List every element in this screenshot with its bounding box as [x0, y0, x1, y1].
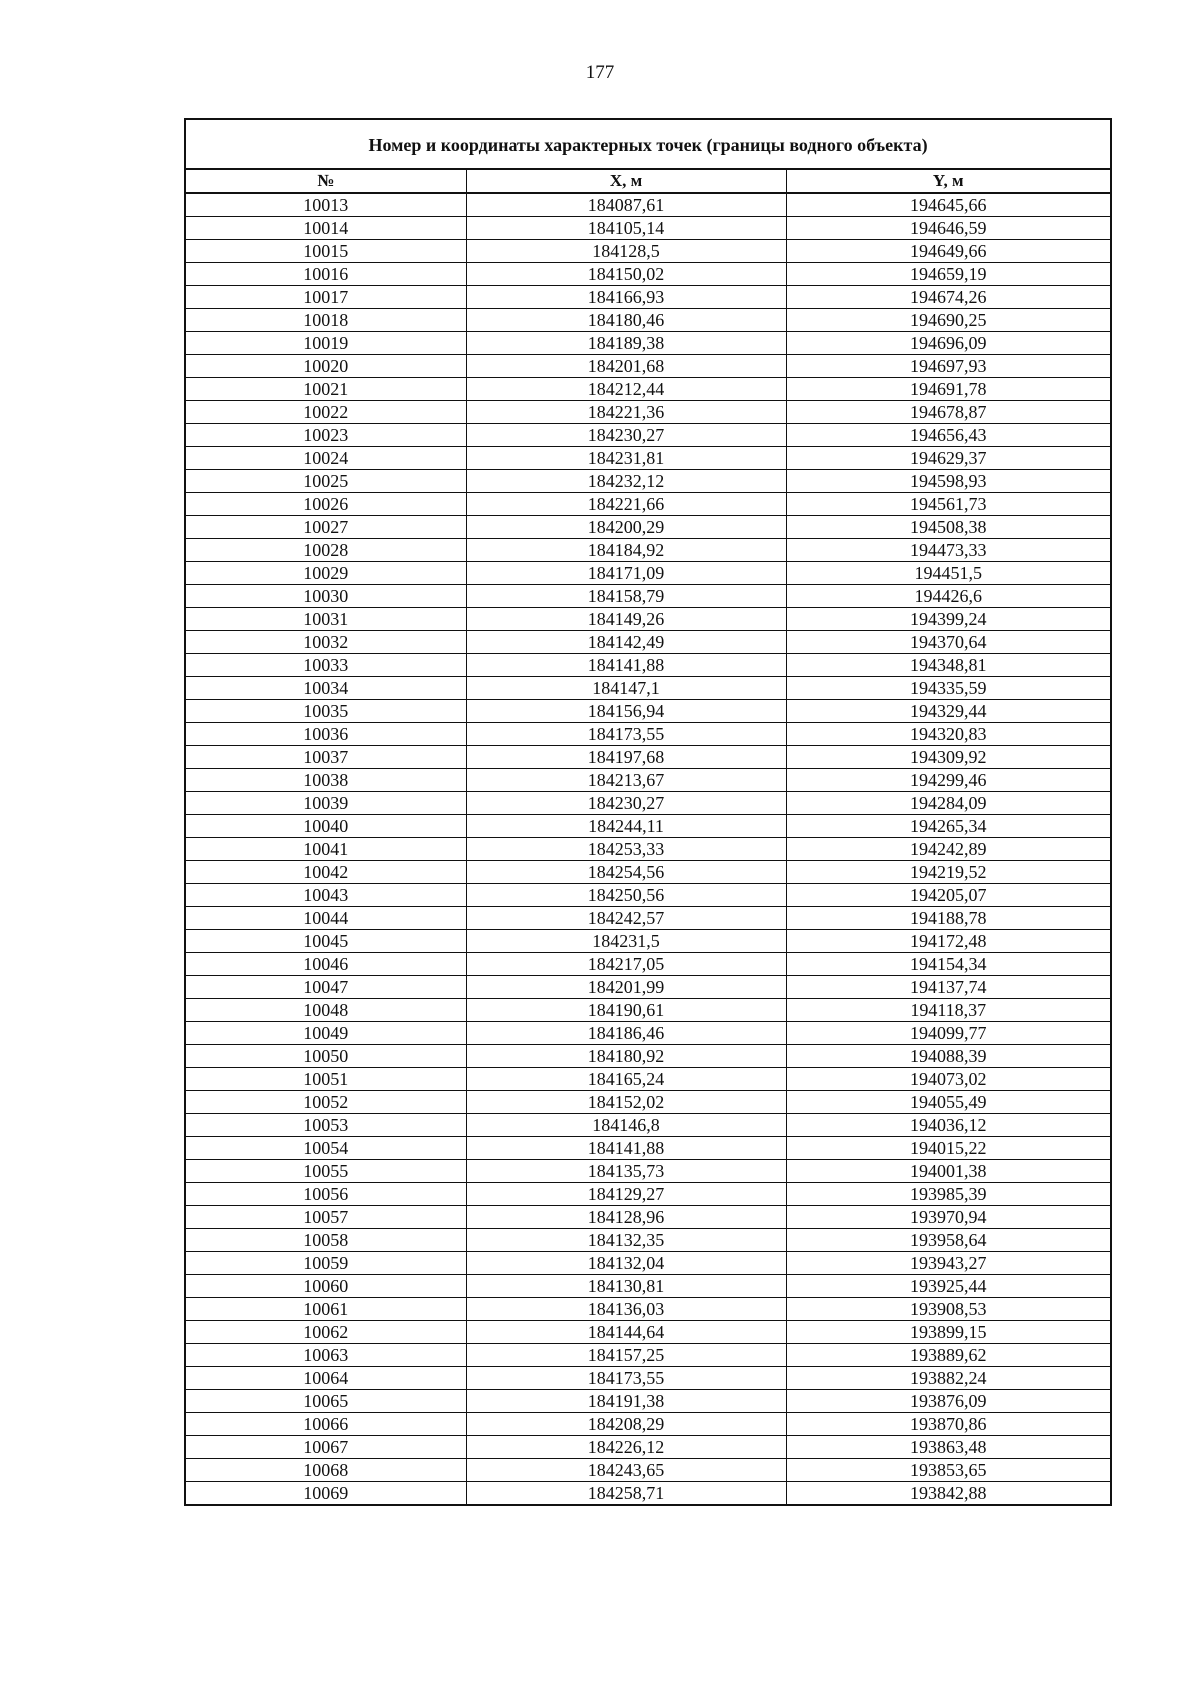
- x-coordinate-cell: 184087,61: [466, 193, 786, 217]
- point-number-cell: 10062: [186, 1321, 466, 1344]
- point-number-cell: 10052: [186, 1091, 466, 1114]
- table-row: [186, 654, 1110, 677]
- table-row: [186, 1367, 1110, 1390]
- point-number-cell: 10025: [186, 470, 466, 493]
- table-row: [186, 240, 1110, 263]
- y-coordinate-cell: 194598,93: [786, 470, 1110, 493]
- point-number-cell: 10065: [186, 1390, 466, 1413]
- x-coordinate-cell: 184165,24: [466, 1068, 786, 1091]
- table-row: [186, 286, 1110, 309]
- table-row: [186, 631, 1110, 654]
- y-coordinate-cell: 193889,62: [786, 1344, 1110, 1367]
- point-number-cell: 10045: [186, 930, 466, 953]
- y-coordinate-cell: 193863,48: [786, 1436, 1110, 1459]
- x-coordinate-cell: 184132,04: [466, 1252, 786, 1275]
- table-row: [186, 1183, 1110, 1206]
- y-coordinate-cell: 194188,78: [786, 907, 1110, 930]
- table-row: [186, 953, 1110, 976]
- point-number-cell: 10016: [186, 263, 466, 286]
- point-number-cell: 10051: [186, 1068, 466, 1091]
- point-number-cell: 10056: [186, 1183, 466, 1206]
- x-coordinate-cell: 184130,81: [466, 1275, 786, 1298]
- table-row: [186, 1344, 1110, 1367]
- y-coordinate-cell: 193958,64: [786, 1229, 1110, 1252]
- header-row: [186, 170, 1110, 193]
- x-coordinate-cell: 184253,33: [466, 838, 786, 861]
- table-row: [186, 930, 1110, 953]
- table-row: [186, 1413, 1110, 1436]
- point-number-cell: 10017: [186, 286, 466, 309]
- y-coordinate-cell: 194656,43: [786, 424, 1110, 447]
- x-coordinate-cell: 184200,29: [466, 516, 786, 539]
- y-coordinate-cell: 194137,74: [786, 976, 1110, 999]
- y-coordinate-cell: 194645,66: [786, 193, 1110, 217]
- table-row: [186, 401, 1110, 424]
- x-coordinate-cell: 184258,71: [466, 1482, 786, 1505]
- x-coordinate-cell: 184173,55: [466, 1367, 786, 1390]
- y-coordinate-cell: 194099,77: [786, 1022, 1110, 1045]
- x-coordinate-cell: 184152,02: [466, 1091, 786, 1114]
- table-row: [186, 355, 1110, 378]
- table-row: [186, 1321, 1110, 1344]
- y-coordinate-cell: 194649,66: [786, 240, 1110, 263]
- point-number-cell: 10023: [186, 424, 466, 447]
- y-coordinate-cell: 194473,33: [786, 539, 1110, 562]
- table-row: [186, 1114, 1110, 1137]
- y-coordinate-cell: 193908,53: [786, 1298, 1110, 1321]
- y-coordinate-cell: 194370,64: [786, 631, 1110, 654]
- table-row: [186, 1160, 1110, 1183]
- point-number-cell: 10040: [186, 815, 466, 838]
- point-number-cell: 10020: [186, 355, 466, 378]
- x-coordinate-cell: 184201,68: [466, 355, 786, 378]
- table-row: [186, 470, 1110, 493]
- x-coordinate-cell: 184250,56: [466, 884, 786, 907]
- table-row: [186, 217, 1110, 240]
- coordinates-table: [186, 170, 1110, 1504]
- y-coordinate-cell: 194154,34: [786, 953, 1110, 976]
- x-coordinate-cell: 184150,02: [466, 263, 786, 286]
- table-row: [186, 907, 1110, 930]
- point-number-cell: 10041: [186, 838, 466, 861]
- y-coordinate-cell: 194691,78: [786, 378, 1110, 401]
- point-number-cell: 10026: [186, 493, 466, 516]
- x-coordinate-cell: 184158,79: [466, 585, 786, 608]
- point-number-cell: 10054: [186, 1137, 466, 1160]
- x-coordinate-cell: 184232,12: [466, 470, 786, 493]
- table-row: [186, 1390, 1110, 1413]
- y-coordinate-cell: 194073,02: [786, 1068, 1110, 1091]
- y-coordinate-cell: 193899,15: [786, 1321, 1110, 1344]
- table-row: [186, 746, 1110, 769]
- y-coordinate-cell: 193925,44: [786, 1275, 1110, 1298]
- point-number-cell: 10049: [186, 1022, 466, 1045]
- point-number-cell: 10060: [186, 1275, 466, 1298]
- point-number-cell: 10022: [186, 401, 466, 424]
- point-number-cell: 10037: [186, 746, 466, 769]
- y-coordinate-cell: 194299,46: [786, 769, 1110, 792]
- y-coordinate-cell: 194561,73: [786, 493, 1110, 516]
- table-row: [186, 792, 1110, 815]
- y-coordinate-cell: 193882,24: [786, 1367, 1110, 1390]
- y-coordinate-cell: 194055,49: [786, 1091, 1110, 1114]
- y-coordinate-cell: 193970,94: [786, 1206, 1110, 1229]
- y-coordinate-cell: 194348,81: [786, 654, 1110, 677]
- x-coordinate-cell: 184166,93: [466, 286, 786, 309]
- point-number-cell: 10064: [186, 1367, 466, 1390]
- x-coordinate-cell: 184189,38: [466, 332, 786, 355]
- x-coordinate-cell: 184230,27: [466, 424, 786, 447]
- y-coordinate-cell: 194265,34: [786, 815, 1110, 838]
- y-coordinate-cell: 194674,26: [786, 286, 1110, 309]
- y-coordinate-cell: 193943,27: [786, 1252, 1110, 1275]
- table-row: [186, 493, 1110, 516]
- y-coordinate-cell: 194001,38: [786, 1160, 1110, 1183]
- table-row: [186, 309, 1110, 332]
- table-row: [186, 1252, 1110, 1275]
- table-row: [186, 562, 1110, 585]
- table-row: [186, 1482, 1110, 1505]
- table-row: [186, 1229, 1110, 1252]
- x-coordinate-cell: 184136,03: [466, 1298, 786, 1321]
- coordinates-table-frame: [184, 118, 1112, 1506]
- table-row: [186, 976, 1110, 999]
- x-coordinate-cell: 184156,94: [466, 700, 786, 723]
- y-coordinate-cell: 194690,25: [786, 309, 1110, 332]
- y-coordinate-cell: 194335,59: [786, 677, 1110, 700]
- point-number-cell: 10063: [186, 1344, 466, 1367]
- point-number-cell: 10035: [186, 700, 466, 723]
- table-row: [186, 1068, 1110, 1091]
- table-row: [186, 723, 1110, 746]
- y-coordinate-cell: 194088,39: [786, 1045, 1110, 1068]
- point-number-cell: 10013: [186, 193, 466, 217]
- y-coordinate-cell: 193870,86: [786, 1413, 1110, 1436]
- table-row: [186, 1206, 1110, 1229]
- point-number-cell: 10043: [186, 884, 466, 907]
- table-row: [186, 1275, 1110, 1298]
- x-coordinate-cell: 184208,29: [466, 1413, 786, 1436]
- y-coordinate-cell: 194426,6: [786, 585, 1110, 608]
- table-row: [186, 861, 1110, 884]
- x-coordinate-cell: 184157,25: [466, 1344, 786, 1367]
- point-number-cell: 10061: [186, 1298, 466, 1321]
- table-row: [186, 1022, 1110, 1045]
- table-row: [186, 516, 1110, 539]
- point-number-cell: 10067: [186, 1436, 466, 1459]
- point-number-cell: 10068: [186, 1459, 466, 1482]
- table-row: [186, 769, 1110, 792]
- point-number-cell: 10031: [186, 608, 466, 631]
- x-coordinate-cell: 184221,36: [466, 401, 786, 424]
- y-coordinate-cell: 194172,48: [786, 930, 1110, 953]
- y-coordinate-cell: 194399,24: [786, 608, 1110, 631]
- y-coordinate-cell: 194309,92: [786, 746, 1110, 769]
- y-coordinate-cell: 194015,22: [786, 1137, 1110, 1160]
- y-coordinate-cell: 194678,87: [786, 401, 1110, 424]
- point-number-cell: 10055: [186, 1160, 466, 1183]
- y-coordinate-cell: 194451,5: [786, 562, 1110, 585]
- x-coordinate-cell: 184190,61: [466, 999, 786, 1022]
- x-coordinate-cell: 184128,96: [466, 1206, 786, 1229]
- x-coordinate-cell: 184105,14: [466, 217, 786, 240]
- x-coordinate-cell: 184230,27: [466, 792, 786, 815]
- point-number-cell: 10053: [186, 1114, 466, 1137]
- x-coordinate-cell: 184217,05: [466, 953, 786, 976]
- y-coordinate-cell: 194646,59: [786, 217, 1110, 240]
- y-coordinate-cell: 194219,52: [786, 861, 1110, 884]
- point-number-cell: 10032: [186, 631, 466, 654]
- table-row: [186, 332, 1110, 355]
- y-coordinate-cell: 194508,38: [786, 516, 1110, 539]
- point-number-cell: 10058: [186, 1229, 466, 1252]
- x-coordinate-cell: 184132,35: [466, 1229, 786, 1252]
- point-number-cell: 10028: [186, 539, 466, 562]
- header-y: Y, м: [786, 170, 1110, 193]
- point-number-cell: 10039: [186, 792, 466, 815]
- y-coordinate-cell: 194697,93: [786, 355, 1110, 378]
- table-row: [186, 838, 1110, 861]
- x-coordinate-cell: 184141,88: [466, 654, 786, 677]
- y-coordinate-cell: 194242,89: [786, 838, 1110, 861]
- y-coordinate-cell: 194659,19: [786, 263, 1110, 286]
- point-number-cell: 10036: [186, 723, 466, 746]
- x-coordinate-cell: 184254,56: [466, 861, 786, 884]
- point-number-cell: 10034: [186, 677, 466, 700]
- point-number-cell: 10044: [186, 907, 466, 930]
- page-number: 177: [585, 62, 615, 83]
- table-row: [186, 815, 1110, 838]
- y-coordinate-cell: 193842,88: [786, 1482, 1110, 1505]
- point-number-cell: 10069: [186, 1482, 466, 1505]
- point-number-cell: 10027: [186, 516, 466, 539]
- table-row: [186, 263, 1110, 286]
- table-row: [186, 999, 1110, 1022]
- x-coordinate-cell: 184231,81: [466, 447, 786, 470]
- point-number-cell: 10057: [186, 1206, 466, 1229]
- point-number-cell: 10047: [186, 976, 466, 999]
- table-row: [186, 1298, 1110, 1321]
- x-coordinate-cell: 184146,8: [466, 1114, 786, 1137]
- y-coordinate-cell: 194036,12: [786, 1114, 1110, 1137]
- table-row: [186, 608, 1110, 631]
- y-coordinate-cell: 194205,07: [786, 884, 1110, 907]
- table-title: Номер и координаты характерных точек (границы водного объекта): [186, 120, 1110, 170]
- point-number-cell: 10021: [186, 378, 466, 401]
- x-coordinate-cell: 184243,65: [466, 1459, 786, 1482]
- table-row: [186, 700, 1110, 723]
- x-coordinate-cell: 184180,92: [466, 1045, 786, 1068]
- y-coordinate-cell: 194118,37: [786, 999, 1110, 1022]
- table-row: [186, 585, 1110, 608]
- table-body: [186, 193, 1110, 1504]
- point-number-cell: 10050: [186, 1045, 466, 1068]
- x-coordinate-cell: 184186,46: [466, 1022, 786, 1045]
- y-coordinate-cell: 194329,44: [786, 700, 1110, 723]
- table-row: [186, 884, 1110, 907]
- point-number-cell: 10046: [186, 953, 466, 976]
- table-row: [186, 1091, 1110, 1114]
- x-coordinate-cell: 184129,27: [466, 1183, 786, 1206]
- point-number-cell: 10033: [186, 654, 466, 677]
- table-row: [186, 1045, 1110, 1068]
- y-coordinate-cell: 194696,09: [786, 332, 1110, 355]
- x-coordinate-cell: 184184,92: [466, 539, 786, 562]
- y-coordinate-cell: 194320,83: [786, 723, 1110, 746]
- x-coordinate-cell: 184142,49: [466, 631, 786, 654]
- header-number: №: [186, 170, 466, 193]
- x-coordinate-cell: 184197,68: [466, 746, 786, 769]
- y-coordinate-cell: 193853,65: [786, 1459, 1110, 1482]
- point-number-cell: 10014: [186, 217, 466, 240]
- point-number-cell: 10018: [186, 309, 466, 332]
- x-coordinate-cell: 184135,73: [466, 1160, 786, 1183]
- table-row: [186, 1459, 1110, 1482]
- point-number-cell: 10029: [186, 562, 466, 585]
- point-number-cell: 10015: [186, 240, 466, 263]
- x-coordinate-cell: 184149,26: [466, 608, 786, 631]
- x-coordinate-cell: 184226,12: [466, 1436, 786, 1459]
- x-coordinate-cell: 184128,5: [466, 240, 786, 263]
- x-coordinate-cell: 184242,57: [466, 907, 786, 930]
- x-coordinate-cell: 184231,5: [466, 930, 786, 953]
- x-coordinate-cell: 184221,66: [466, 493, 786, 516]
- point-number-cell: 10038: [186, 769, 466, 792]
- x-coordinate-cell: 184141,88: [466, 1137, 786, 1160]
- y-coordinate-cell: 193985,39: [786, 1183, 1110, 1206]
- x-coordinate-cell: 184180,46: [466, 309, 786, 332]
- y-coordinate-cell: 194629,37: [786, 447, 1110, 470]
- y-coordinate-cell: 194284,09: [786, 792, 1110, 815]
- x-coordinate-cell: 184191,38: [466, 1390, 786, 1413]
- point-number-cell: 10019: [186, 332, 466, 355]
- x-coordinate-cell: 184171,09: [466, 562, 786, 585]
- y-coordinate-cell: 193876,09: [786, 1390, 1110, 1413]
- table-row: [186, 378, 1110, 401]
- x-coordinate-cell: 184213,67: [466, 769, 786, 792]
- point-number-cell: 10024: [186, 447, 466, 470]
- x-coordinate-cell: 184147,1: [466, 677, 786, 700]
- table-row: [186, 1436, 1110, 1459]
- point-number-cell: 10030: [186, 585, 466, 608]
- table-row: [186, 447, 1110, 470]
- table-row: [186, 1137, 1110, 1160]
- header-x: X, м: [466, 170, 786, 193]
- x-coordinate-cell: 184244,11: [466, 815, 786, 838]
- x-coordinate-cell: 184212,44: [466, 378, 786, 401]
- point-number-cell: 10059: [186, 1252, 466, 1275]
- x-coordinate-cell: 184144,64: [466, 1321, 786, 1344]
- point-number-cell: 10048: [186, 999, 466, 1022]
- table-row: [186, 424, 1110, 447]
- table-row: [186, 539, 1110, 562]
- table-row: [186, 677, 1110, 700]
- point-number-cell: 10066: [186, 1413, 466, 1436]
- point-number-cell: 10042: [186, 861, 466, 884]
- x-coordinate-cell: 184173,55: [466, 723, 786, 746]
- x-coordinate-cell: 184201,99: [466, 976, 786, 999]
- table-row: [186, 193, 1110, 217]
